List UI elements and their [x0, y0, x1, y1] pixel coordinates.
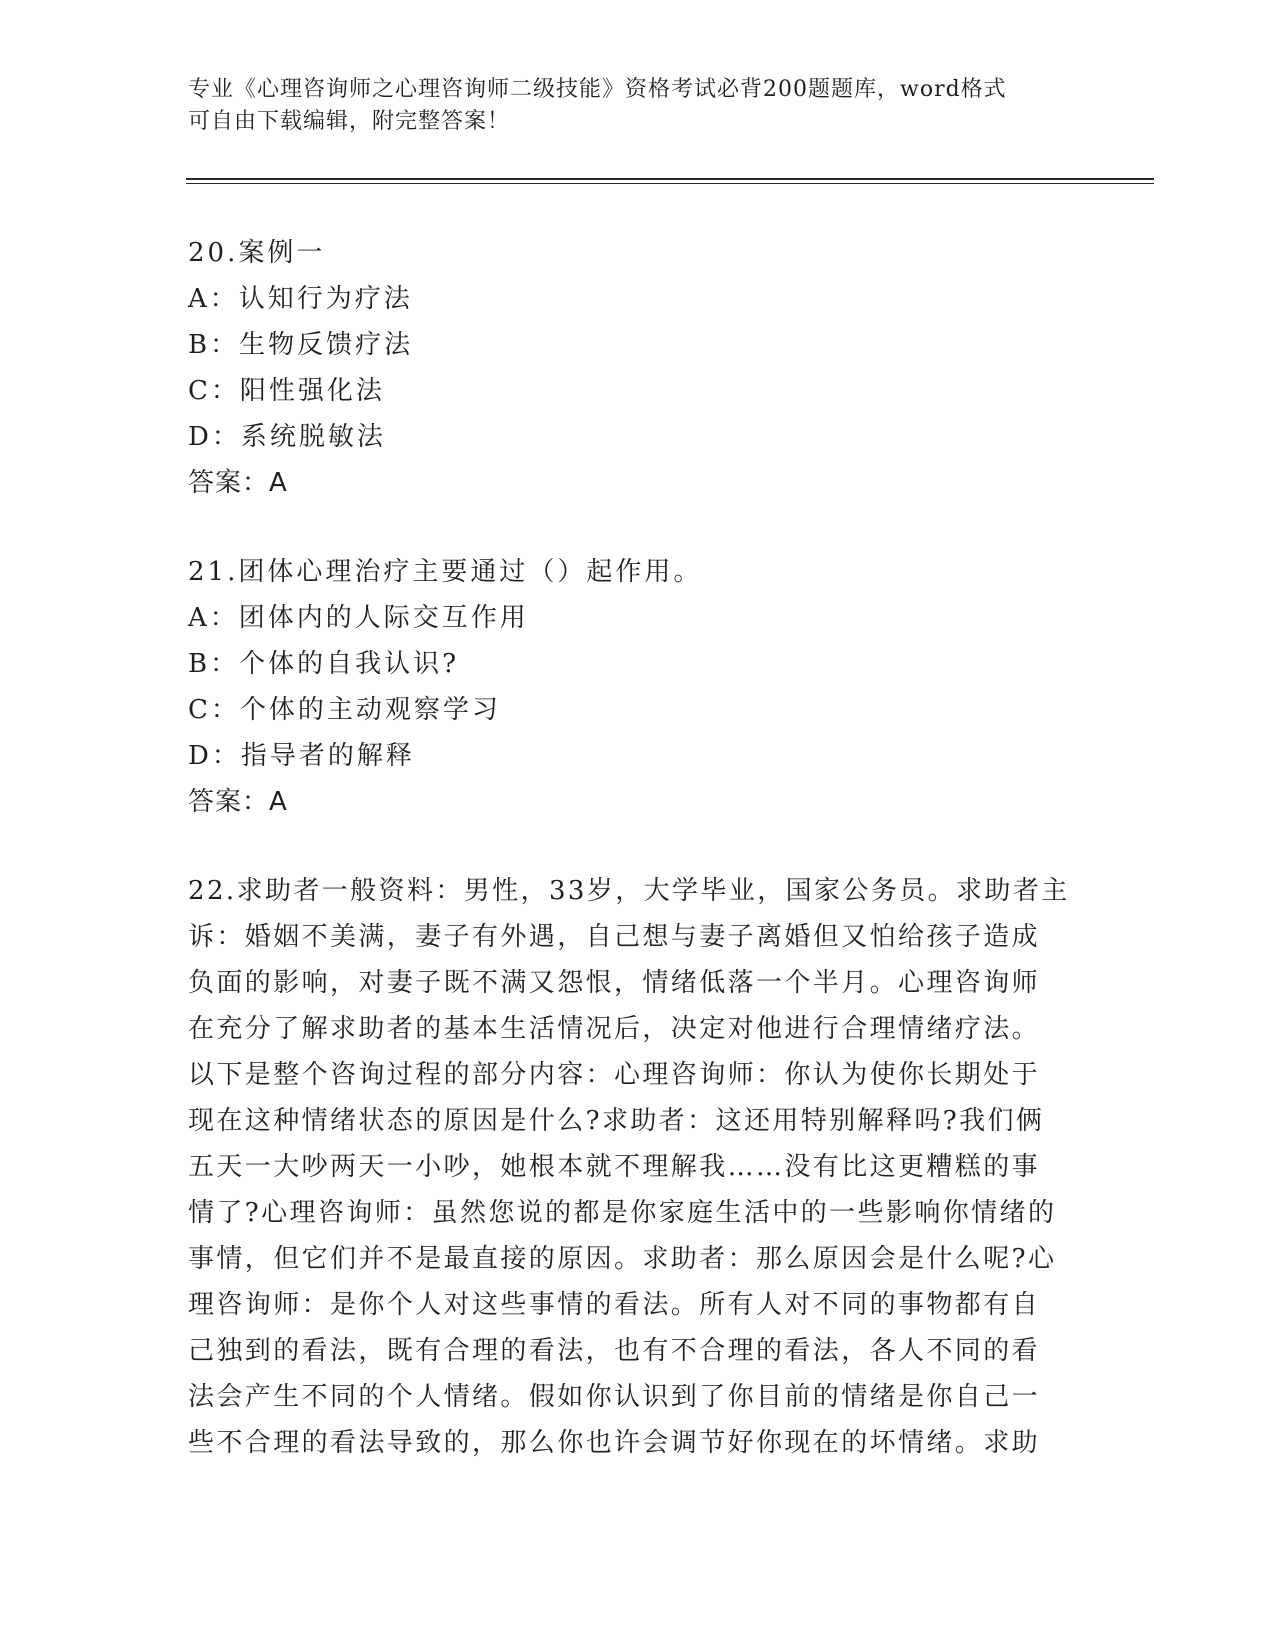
question-22-line: 理咨询师：是你个人对这些事情的看法。所有人对不同的事物都有自 [188, 1290, 1041, 1320]
question-22 [188, 868, 1088, 1466]
question-stem: 20.案例一 [188, 238, 326, 268]
option-c: C：个体的主动观察学习 [188, 695, 501, 725]
option-c: C：阳性强化法 [188, 376, 385, 406]
header-title-line-1: 专业《心理咨询师之心理咨询师二级技能》资格考试必背200题题库，word格式 [188, 77, 1007, 102]
option-b: B：生物反馈疗法 [188, 330, 414, 360]
question-22-line: 事情，但它们并不是最直接的原因。求助者：那么原因会是什么呢?心 [188, 1244, 1057, 1274]
question-22-line: 在充分了解求助者的基本生活情况后，决定对他进行合理情绪疗法。 [188, 1014, 1041, 1044]
header-divider-thick [186, 178, 1154, 180]
question-21 [188, 549, 1088, 825]
question-22-line: 法会产生不同的个人情绪。假如你认识到了你目前的情绪是你自己一 [188, 1382, 1041, 1412]
question-22-line: 诉：婚姻不美满，妻子有外遇，自己想与妻子离婚但又怕给孩子造成 [188, 922, 1041, 952]
answer-line: 答案：A [188, 787, 288, 817]
option-a: A：团体内的人际交互作用 [188, 603, 529, 633]
question-22-line: 情了?心理咨询师：虽然您说的都是你家庭生活中的一些影响你情绪的 [188, 1198, 1057, 1228]
question-22-line: 五天一大吵两天一小吵，她根本就不理解我……没有比这更糟糕的事 [188, 1152, 1041, 1182]
question-stem: 21.团体心理治疗主要通过（）起作用。 [188, 557, 703, 587]
question-22-line: 些不合理的看法导致的，那么你也许会调节好你现在的坏情绪。求助 [188, 1428, 1041, 1458]
header-title-line-2: 可自由下载编辑，附完整答案！ [188, 109, 511, 134]
answer-line: 答案：A [188, 468, 288, 498]
question-22-line: 己独到的看法，既有合理的看法，也有不合理的看法，各人不同的看 [188, 1336, 1041, 1366]
option-a: A：认知行为疗法 [188, 284, 413, 314]
option-d: D：系统脱敏法 [188, 422, 386, 452]
question-list [188, 230, 1088, 1466]
question-20 [188, 230, 1088, 506]
option-b: B：个体的自我认识? [188, 649, 460, 679]
header-divider-thin [186, 183, 1154, 184]
document-header [188, 74, 1068, 138]
option-d: D：指导者的解释 [188, 741, 415, 771]
question-22-line: 负面的影响，对妻子既不满又怨恨，情绪低落一个半月。心理咨询师 [188, 968, 1041, 998]
question-22-line: 以下是整个咨询过程的部分内容：心理咨询师：你认为使你长期处于 [188, 1060, 1041, 1090]
question-22-line: 现在这种情绪状态的原因是什么?求助者：这还用特别解释吗?我们俩 [188, 1106, 1045, 1136]
question-22-line: 22.求助者一般资料：男性，33岁，大学毕业，国家公务员。求助者主 [188, 876, 1070, 906]
